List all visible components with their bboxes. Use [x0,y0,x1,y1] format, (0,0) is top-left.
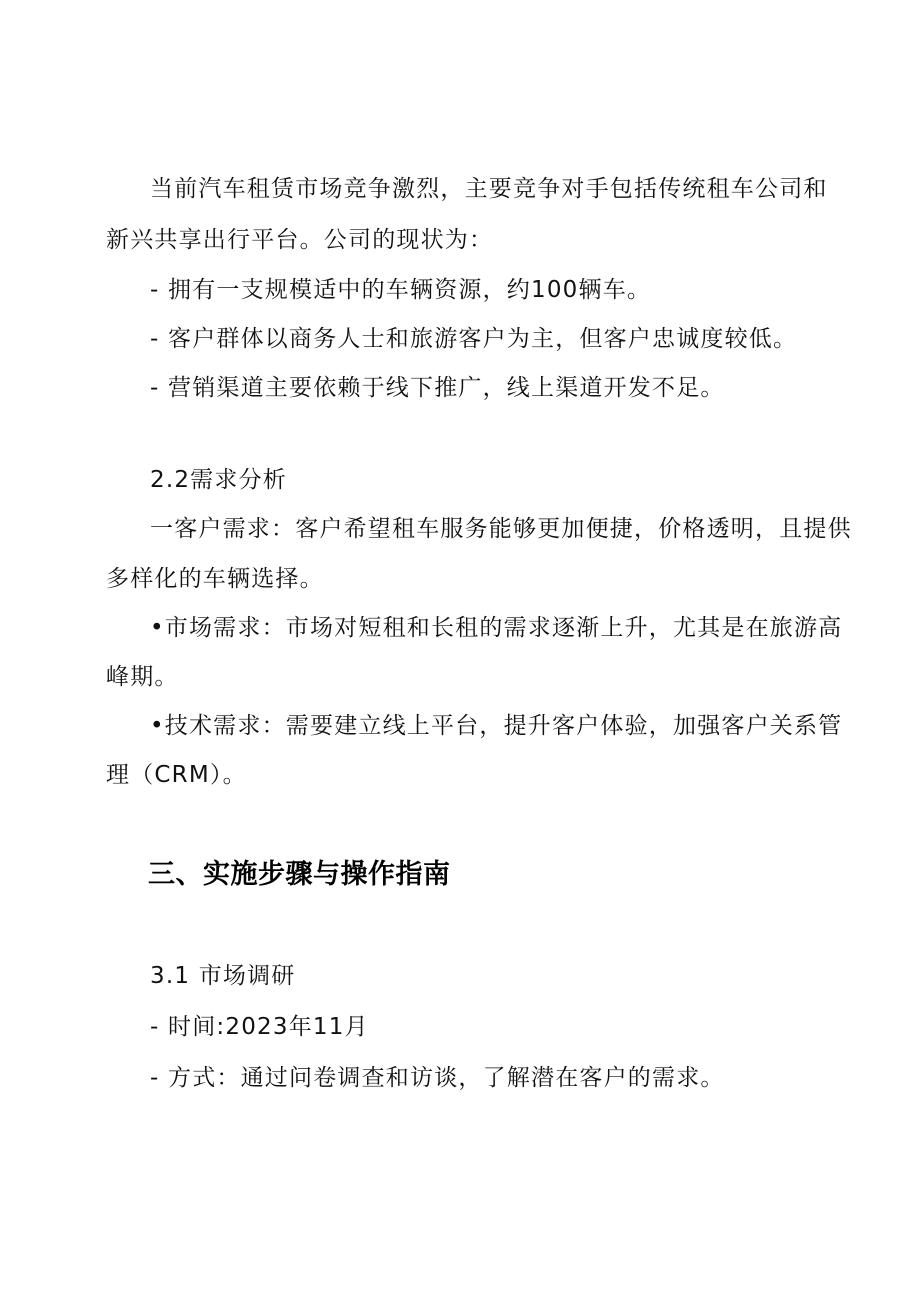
section-2-2-title: 2.2需求分析 [150,467,287,493]
research-time: - 时间:2023年11月 [150,1014,369,1040]
section-3-1-title: 3.1 市场调研 [150,963,296,989]
intro-paragraph-line-2: 新兴共享出行平台。公司的现状为： [106,227,494,253]
market-demand-line-2: 峰期。 [106,664,179,690]
tech-demand-line-2: 理（CRM）。 [106,762,247,788]
customer-demand-line-2: 多样化的车辆选择。 [106,566,324,592]
research-method: - 方式：通过问卷调查和访谈，了解潜在客户的需求。 [150,1065,725,1091]
status-item-marketing: - 营销渠道主要依赖于线下推广，线上渠道开发不足。 [150,375,725,401]
market-demand-line-1: •市场需求：市场对短租和长租的需求逐渐上升，尤其是在旅游高 [150,615,843,641]
intro-paragraph-line-1: 当前汽车租赁市场竞争激烈，主要竞争对手包括传统租车公司和 [150,176,828,202]
customer-demand-line-1: 一客户需求：客户希望租车服务能够更加便捷，价格透明，且提供 [150,516,852,542]
tech-demand-line-1: •技术需求：需要建立线上平台，提升客户体验，加强客户关系管 [150,713,843,739]
status-item-vehicles: - 拥有一支规模适中的车辆资源，约100辆车。 [150,277,652,303]
status-item-customers: - 客户群体以商务人士和旅游客户为主，但客户忠诚度较低。 [150,326,798,352]
section-3-heading: 三、实施步骤与操作指南 [148,859,451,890]
